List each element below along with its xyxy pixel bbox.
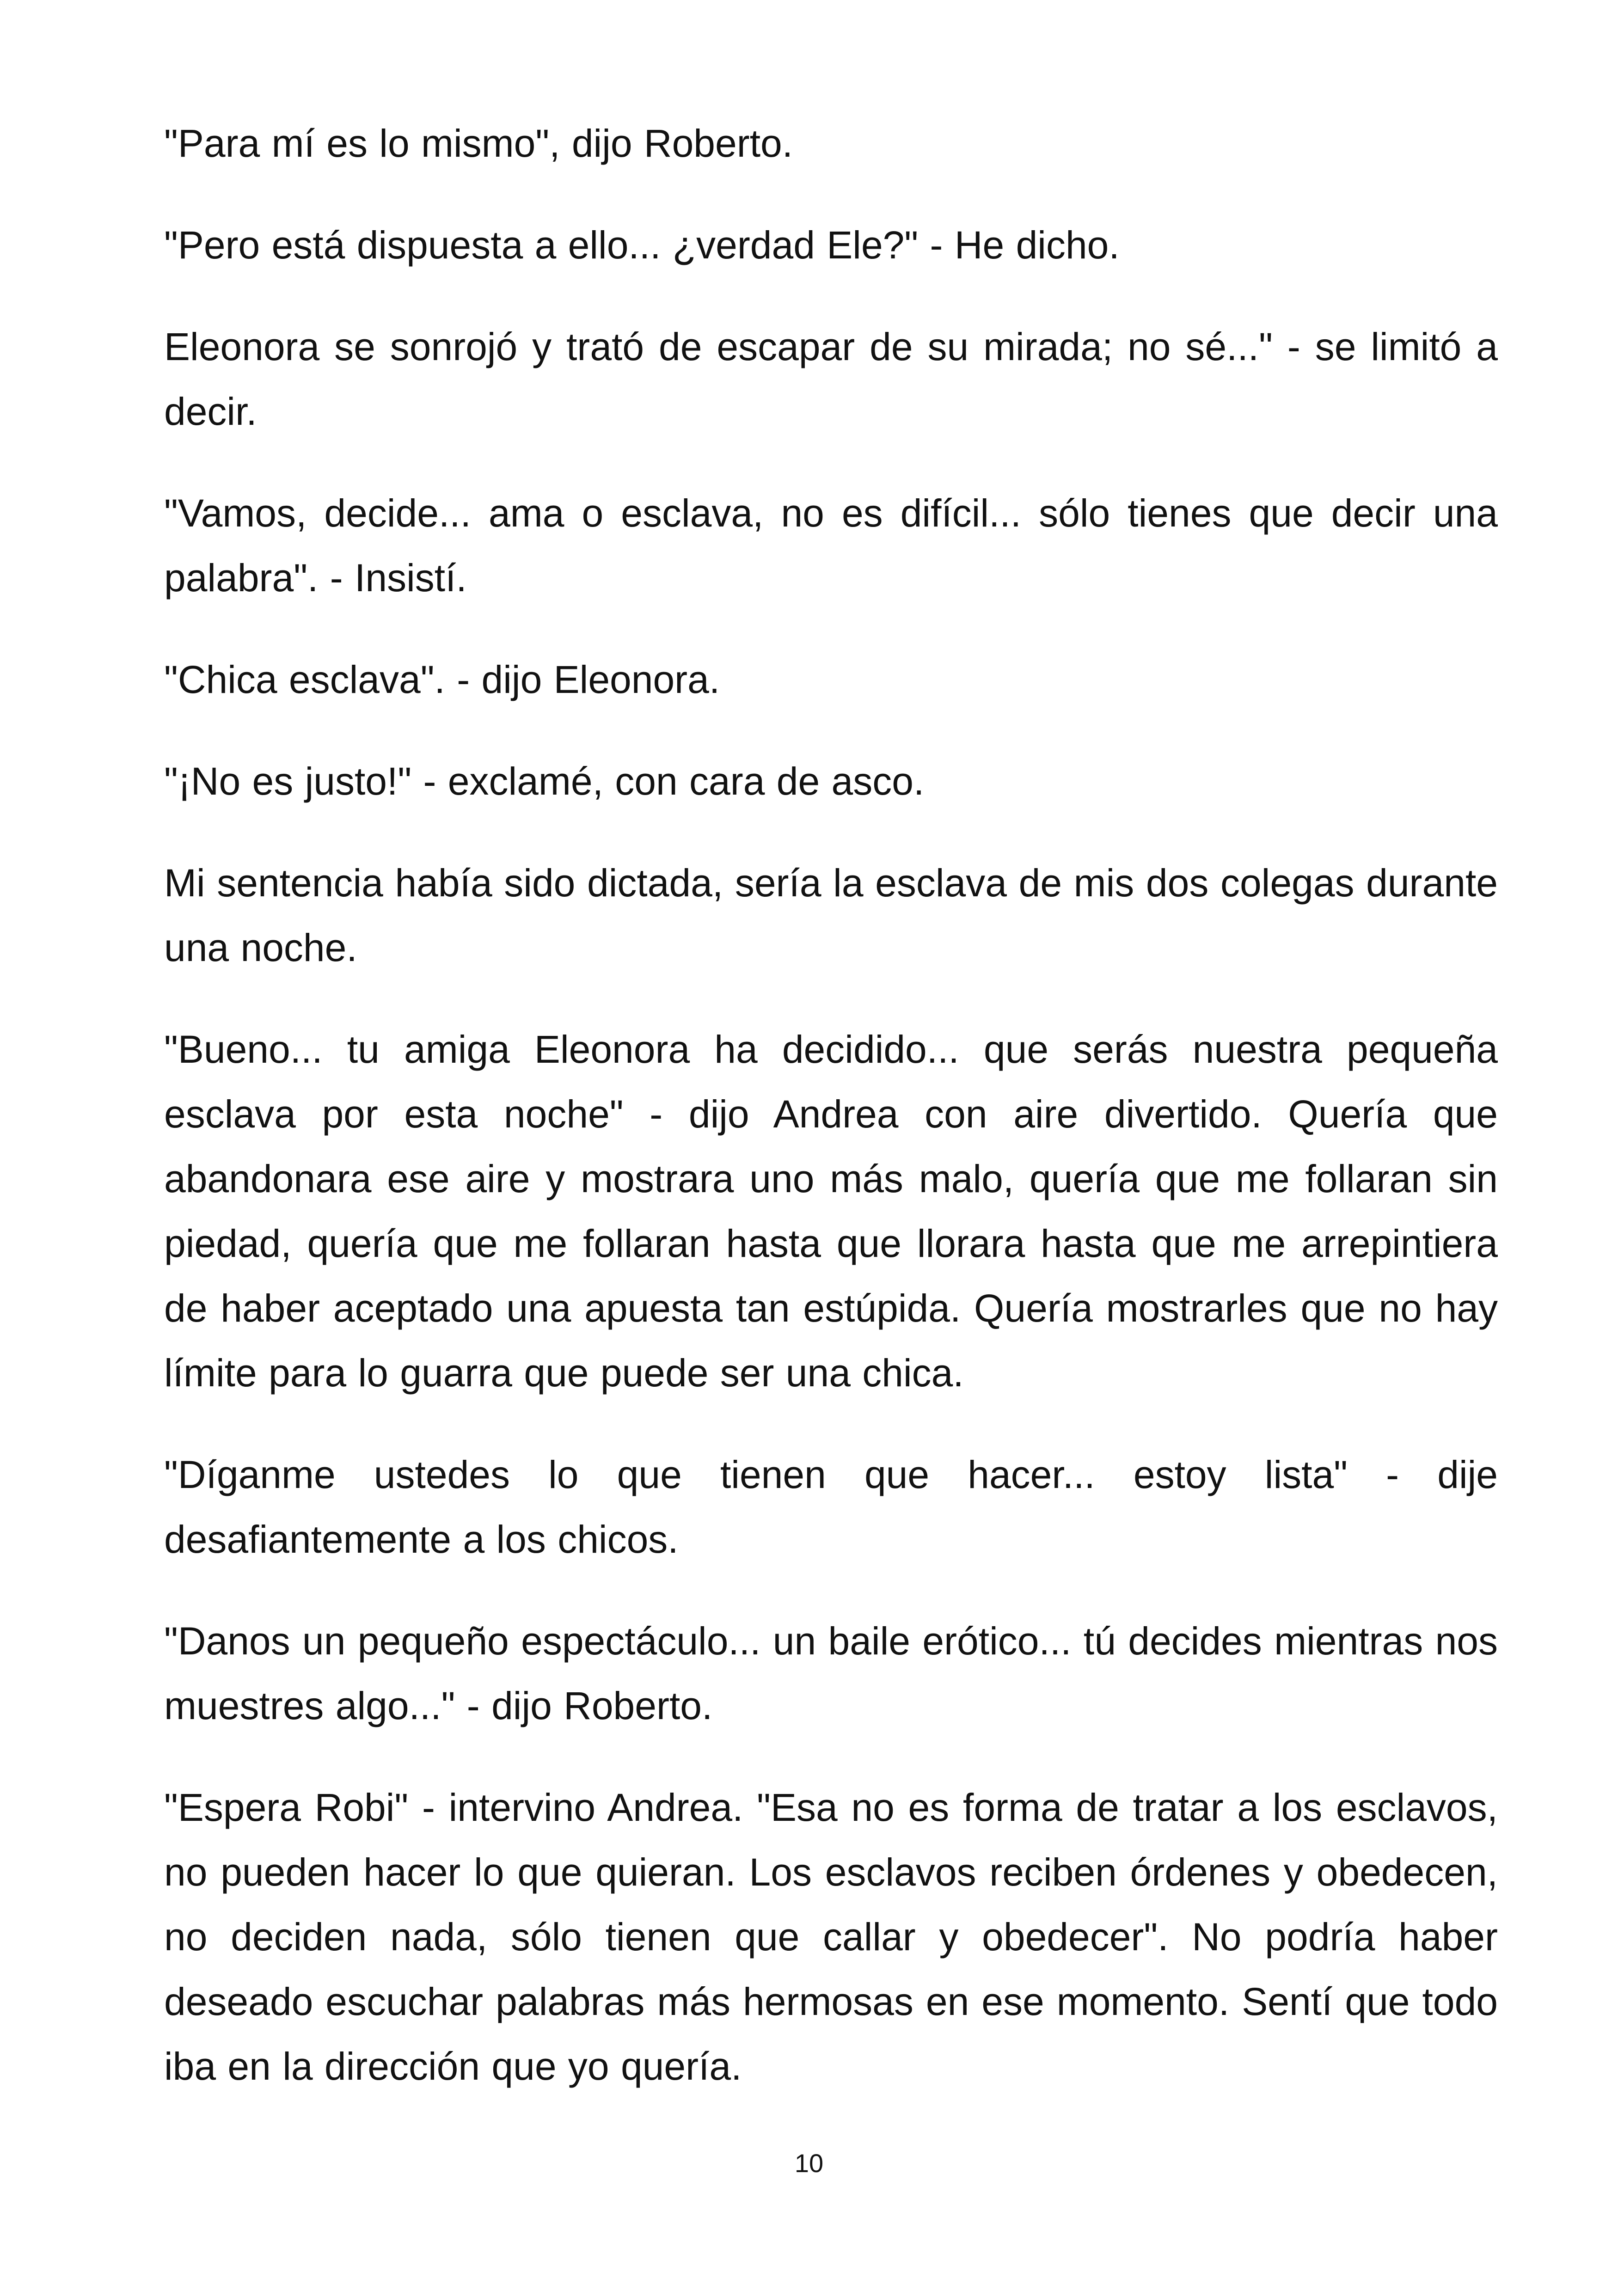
paragraph: "Chica esclava". - dijo Eleonora. bbox=[164, 658, 720, 701]
paragraph: "Danos un pequeño espectáculo... un baile erótico... tú decides mientras nos muestres algo..." - dijo Roberto. bbox=[164, 1619, 1498, 1727]
page-number: 10 bbox=[794, 2149, 824, 2178]
paragraph: "Pero está dispuesta a ello... ¿verdad Ele?" - He dicho. bbox=[164, 223, 1120, 267]
page-body bbox=[164, 111, 1498, 2136]
paragraph: Eleonora se sonrojó y trató de escapar de su mirada; no sé..." - se limitó a decir. bbox=[164, 325, 1498, 433]
paragraph: "Díganme ustedes lo que tienen que hacer... estoy lista" - dije desafiantemente a los chicos. bbox=[164, 1453, 1498, 1561]
paragraph: Mi sentencia había sido dictada, sería la esclava de mis dos colegas durante una noche. bbox=[164, 861, 1498, 969]
paragraph: "Vamos, decide... ama o esclava, no es difícil... sólo tienes que decir una palabra". - Insistí. bbox=[164, 491, 1498, 600]
paragraph: "Espera Robi" - intervino Andrea. "Esa no es forma de tratar a los esclavos, no pueden hacer lo que quieran. Los esclavos reciben órdenes y obedecen, no deciden nada, sólo tienen que callar y obedecer". No podría haber deseado escuchar palabras más hermosas en ese momento. Sentí que todo iba en la dirección que yo quería. bbox=[164, 1786, 1498, 2088]
paragraph: "Para mí es lo mismo", dijo Roberto. bbox=[164, 122, 793, 165]
paragraph: "Bueno... tu amiga Eleonora ha decidido... que serás nuestra pequeña esclava por esta noche" - dijo Andrea con aire divertido. Quería que abandonara ese aire y mostrara uno más malo, quería que me follaran sin piedad, quería que me follaran hasta que llorara hasta que me arrepintiera de haber aceptado una apuesta tan estúpida. Quería mostrarles que no hay límite para lo guarra que puede ser una chica. bbox=[164, 1028, 1498, 1395]
paragraph: "¡No es justo!" - exclamé, con cara de asco. bbox=[164, 759, 925, 803]
